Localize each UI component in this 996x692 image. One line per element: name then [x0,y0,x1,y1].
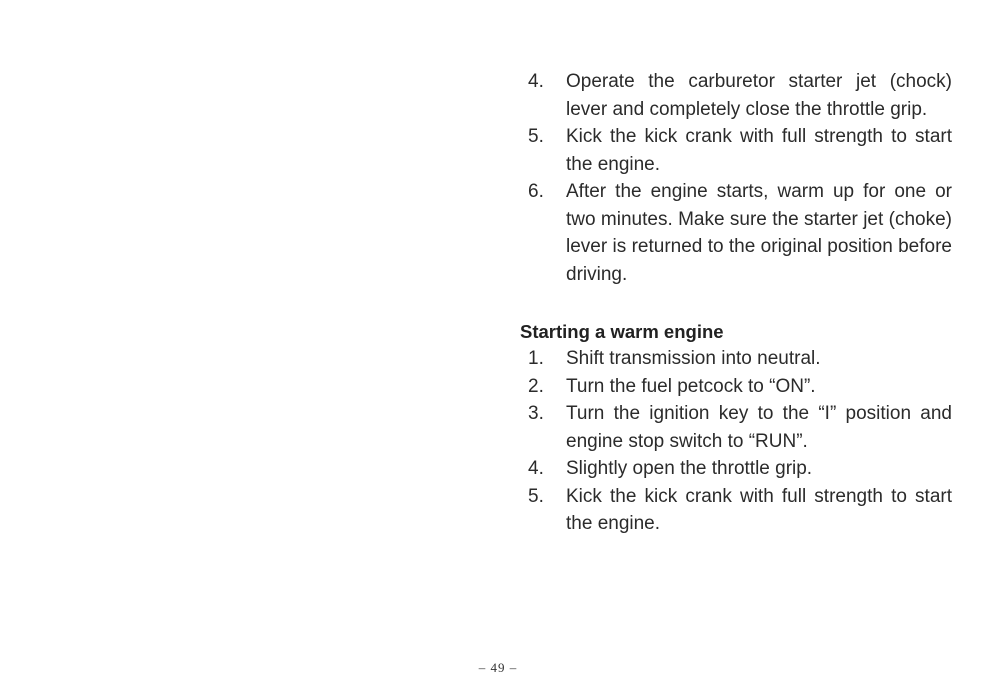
step-text: Slightly open the throttle grip. [566,458,813,479]
step-text: Turn the fuel petcock to “ON”. [566,375,816,397]
step-number: 5. [528,485,544,507]
list-item [520,345,952,373]
cold-start-steps [520,68,952,288]
list-item [520,123,952,178]
step-text: Kick the kick crank with full strength to start the engine. [566,485,952,534]
step-text: Operate the carburetor starter jet (chock) lever and completely close the throttle grip. [566,71,952,120]
text-column [520,68,952,538]
list-item [520,373,952,401]
step-number: 5. [528,126,544,147]
list-item [520,68,952,123]
step-number: 4. [528,458,544,479]
step-text: After the engine starts, warm up for one or two minutes. Make sure the starter jet (choke) lever is returned to the original position before driving. [566,181,952,285]
step-number: 1. [528,348,544,369]
page-number: – 49 – [478,660,518,675]
warm-start-steps [520,345,952,538]
step-number: 6. [528,181,544,202]
step-number: 4. [528,71,544,92]
list-item [520,178,952,288]
section-title: Starting a warm engine [520,321,724,342]
step-text: Turn the ignition key to the “I” position and engine stop switch to “RUN”. [566,403,952,452]
step-text: Kick the kick crank with full strength to start the engine. [566,126,952,175]
step-text: Shift transmission into neutral. [566,348,821,369]
list-item [520,455,952,483]
list-item [520,400,952,455]
list-item [520,483,952,538]
step-number: 3. [528,403,544,424]
step-number: 2. [528,375,544,397]
